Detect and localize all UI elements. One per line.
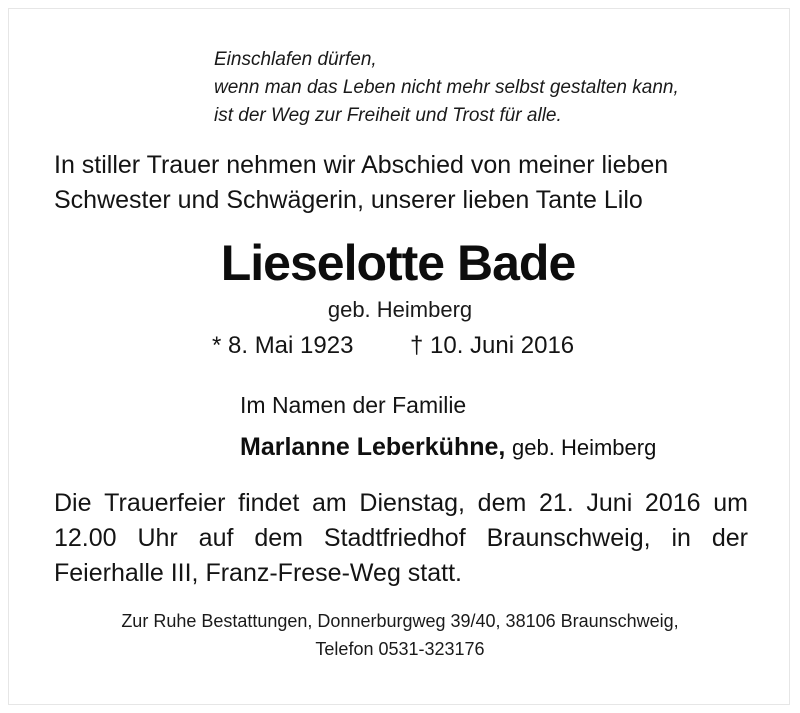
service-word: dem bbox=[254, 524, 303, 552]
service-word: Trauerfeier bbox=[104, 489, 226, 517]
intro-line: In stiller Trauer nehmen wir Abschied von meiner lieben bbox=[54, 151, 669, 179]
motto-line: Einschlafen dürfen, bbox=[214, 49, 377, 70]
service-word: um bbox=[713, 489, 748, 517]
undertaker-address: Zur Ruhe Bestattungen, Donnerburgweg 39/40, 38106 Braunschweig, bbox=[121, 611, 679, 631]
mourner-birth-name: geb. Heimberg bbox=[512, 435, 657, 460]
death-date: † 10. Juni 2016 bbox=[410, 332, 575, 359]
service-word: Die bbox=[54, 489, 92, 517]
service-word: Juni bbox=[586, 489, 633, 517]
service-word: Stadtfriedhof bbox=[323, 524, 466, 552]
undertaker-info bbox=[0, 607, 800, 663]
service-word: der bbox=[711, 524, 748, 552]
deceased-birth-name: geb. Heimberg bbox=[327, 297, 473, 322]
service-word: 21. bbox=[538, 489, 574, 517]
undertaker-phone: Telefon 0531-323176 bbox=[315, 639, 485, 659]
motto-line: ist der Weg zur Freiheit und Trost für alle. bbox=[214, 105, 562, 126]
deceased-name: Lieselotte Bade bbox=[220, 235, 576, 291]
service-word: in bbox=[671, 524, 691, 552]
funeral-service-text bbox=[54, 486, 748, 591]
service-word: Braunschweig, bbox=[486, 524, 651, 552]
service-word: 12.00 bbox=[54, 524, 117, 552]
intro-line: Schwester und Schwägerin, unserer lieben Tante Lilo bbox=[54, 186, 643, 214]
service-word: 2016 bbox=[644, 489, 701, 517]
service-word: Dienstag, bbox=[359, 489, 466, 517]
mourner-name: Marlanne Leberkühne, bbox=[240, 433, 506, 461]
birth-date: * 8. Mai 1923 bbox=[212, 332, 354, 359]
service-line bbox=[54, 486, 748, 521]
service-word: Uhr bbox=[137, 524, 178, 552]
service-word: findet bbox=[238, 489, 300, 517]
family-label: Im Namen der Familie bbox=[240, 392, 467, 418]
mourner bbox=[240, 430, 656, 465]
service-line: Feierhalle III, Franz-Frese-Weg statt. bbox=[54, 559, 462, 587]
motto-line: wenn man das Leben nicht mehr selbst gestalten kann, bbox=[214, 77, 679, 98]
service-line bbox=[54, 521, 748, 556]
service-word: auf bbox=[198, 524, 234, 552]
intro-text bbox=[54, 148, 668, 218]
service-word: dem bbox=[477, 489, 527, 517]
service-word: am bbox=[312, 489, 347, 517]
motto-verse bbox=[214, 46, 679, 130]
